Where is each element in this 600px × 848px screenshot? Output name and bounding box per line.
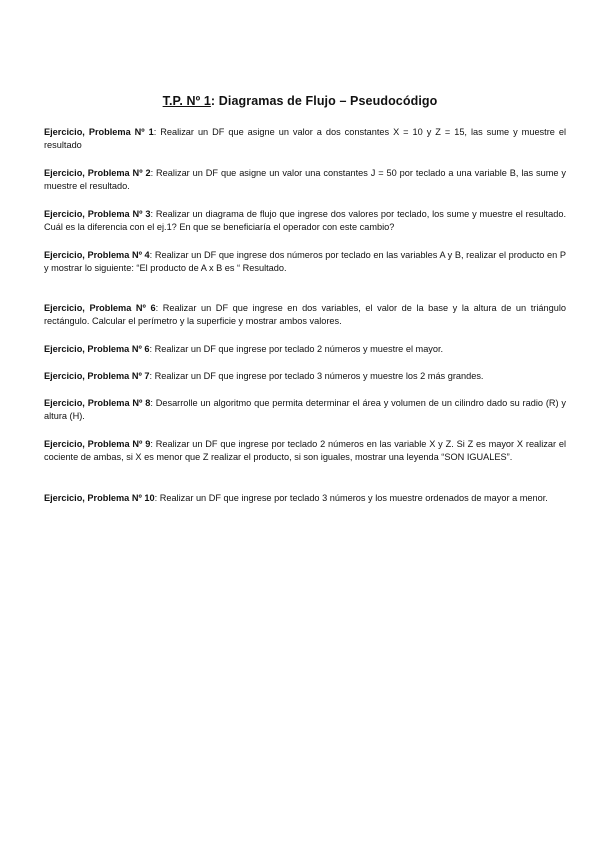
exercise-label: Ejercicio, Problema Nº 10 xyxy=(44,493,155,503)
exercise-text: : Realizar un DF que asigne un valor una constantes J = 50 por teclado a una variable B, las sume y muestre el resultado. xyxy=(44,168,566,191)
exercise-4 xyxy=(44,249,566,275)
exercise-7 xyxy=(44,370,566,383)
exercise-3 xyxy=(44,208,566,234)
title-number: T.P. Nº 1 xyxy=(162,94,211,108)
exercise-text: : Realizar un DF que ingrese por teclado 3 números y los muestre ordenados de mayor a menor. xyxy=(154,493,548,503)
exercise-8 xyxy=(44,397,566,423)
title-subject: : Diagramas de Flujo – Pseudocódigo xyxy=(210,94,438,108)
exercise-label: Ejercicio, Problema Nº 7 xyxy=(44,371,150,381)
exercise-label: Ejercicio, Problema Nº 1 xyxy=(44,127,154,137)
exercise-text: : Realizar un DF que ingrese por teclado 3 números y muestre los 2 más grandes. xyxy=(149,371,484,381)
exercise-text: : Realizar un DF que asigne un valor a dos constantes X = 10 y Z = 15, las sume y muestre el resultado xyxy=(44,127,566,150)
exercise-6-max xyxy=(44,343,566,356)
exercise-text: : Realizar un diagrama de flujo que ingrese dos valores por teclado, los sume y muestre el resultado. Cuál es la diferencia con el ej.1? En que se beneficiaría el operador con este cambio? xyxy=(44,209,566,232)
exercise-text: : Realizar un DF que ingrese por teclado 2 números y muestre el mayor. xyxy=(149,344,444,354)
exercise-label: Ejercicio, Problema Nº 6 xyxy=(44,344,150,354)
exercise-2 xyxy=(44,167,566,193)
exercise-label: Ejercicio, Problema Nº 9 xyxy=(44,439,151,449)
document-title xyxy=(0,94,600,108)
exercise-text: : Desarrolle un algoritmo que permita determinar el área y volumen de un cilindro dado su radio (R) y altura (H). xyxy=(44,398,567,421)
exercise-1 xyxy=(44,126,566,152)
exercise-label: Ejercicio, Problema Nº 2 xyxy=(44,168,151,178)
exercise-label: Ejercicio, Problema Nº 3 xyxy=(44,209,151,219)
exercise-6-triangle xyxy=(44,302,566,328)
exercise-text: : Realizar un DF que ingrese en dos variables, el valor de la base y la altura de un triángulo rectángulo. Calcular el perímetro y la superficie y mostrar ambos valores. xyxy=(44,303,566,326)
exercise-label: Ejercicio, Problema Nº 4 xyxy=(44,250,150,260)
exercise-10 xyxy=(44,492,566,505)
exercise-label: Ejercicio, Problema Nº 8 xyxy=(44,398,151,408)
exercise-9 xyxy=(44,438,566,464)
exercise-text: : Realizar un DF que ingrese por teclado 2 números en las variable X y Z. Si Z es mayor X realizar el cociente de ambas, si X es menor que Z realizar el producto, si son iguales, mostrar una leyenda “SON IGUALES”. xyxy=(44,439,566,462)
exercise-text: : Realizar un DF que ingrese dos números por teclado en las variables A y B, realizar el producto en P y mostrar lo siguiente: “El producto de A x B es “ Resultado. xyxy=(44,250,566,273)
exercise-label: Ejercicio, Problema Nº 6 xyxy=(44,303,156,313)
